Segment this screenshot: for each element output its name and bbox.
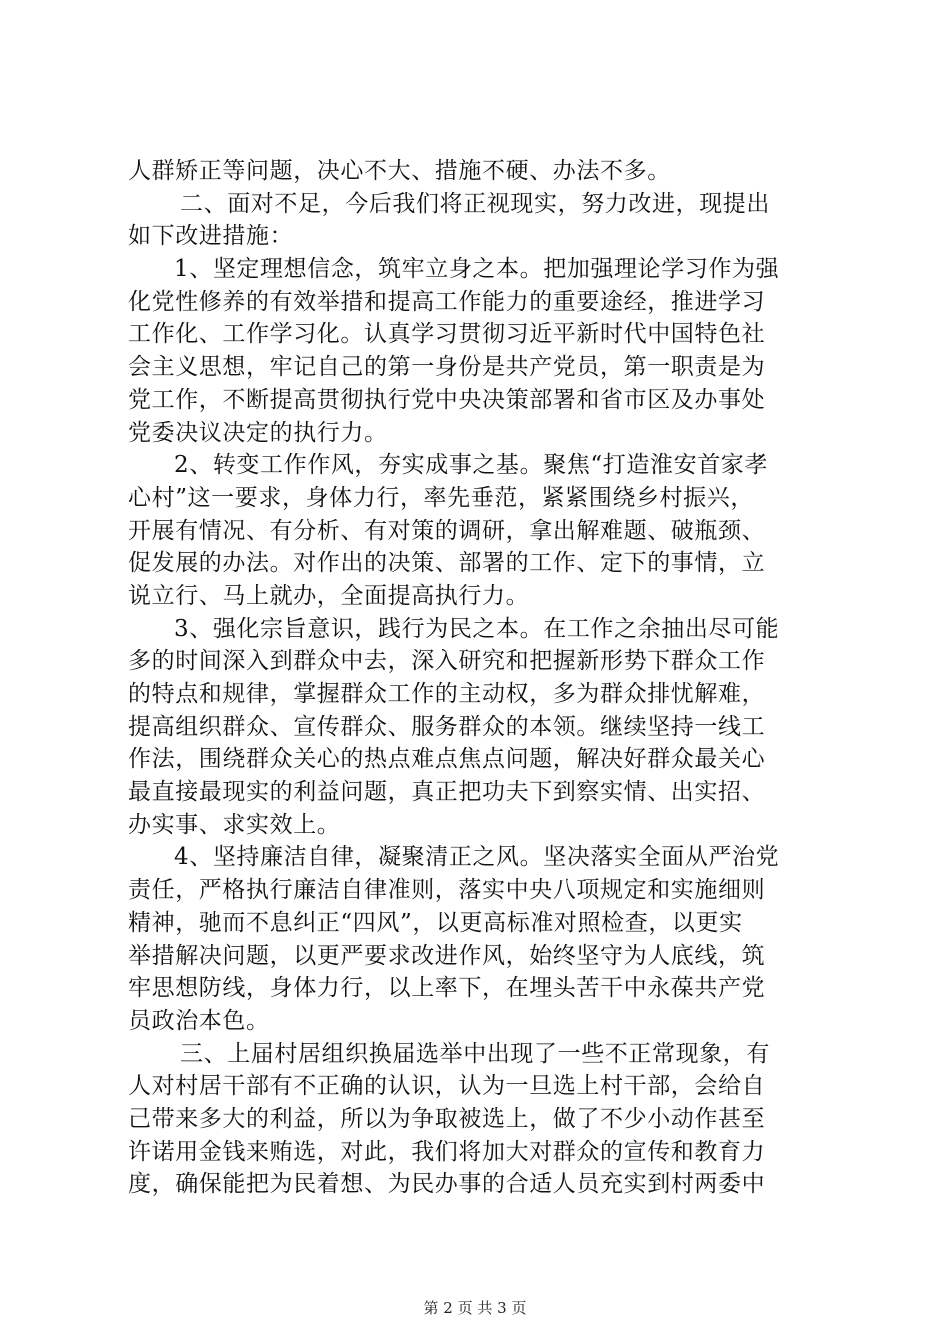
text-line: 说立行、马上就办，全面提高执行力。 (128, 582, 530, 609)
text-line: 心村”这一要求，身体力行，率先垂范，紧紧围绕乡村振兴， (128, 484, 754, 511)
text-line: 度，确保能把为民着想、为民办事的合适人员充实到村两委中 (128, 1171, 766, 1198)
text-line: 举措解决问题，以更严要求改进作风，始终坚守为人底线，筑 (128, 942, 766, 969)
text-line: 二、面对不足，今后我们将正视现实，努力改进，现提出 (180, 190, 770, 217)
text-line: 牢思想防线，身体力行，以上率下，在埋头苦干中永葆共产党 (128, 975, 766, 1002)
text-line: 最直接最现实的利益问题，真正把功夫下到察实情、出实招、 (128, 779, 766, 806)
text-line: 的特点和规律，掌握群众工作的主动权，多为群众排忧解难， (128, 681, 766, 707)
text-line: 4、坚持廉洁自律，凝聚清正之风。坚决落实全面从严治党 (174, 844, 780, 871)
text-line: 化党性修养的有效举措和提高工作能力的重要途经，推进学习 (128, 288, 766, 315)
text-line: 多的时间深入到群众中去，深入研究和把握新形势下群众工作 (128, 648, 766, 675)
text-line: 人对村居干部有不正确的认识，认为一旦选上村干部，会给自 (128, 1073, 766, 1100)
text-line: 人群矫正等问题，决心不大、措施不硬、办法不多。 (128, 158, 671, 184)
text-line: 办实事、求实效上。 (128, 811, 341, 838)
text-line: 提高组织群众、宣传群众、服务群众的本领。继续坚持一线工 (128, 713, 766, 740)
text-line: 会主义思想，牢记自己的第一身份是共产党员，第一职责是为 (128, 354, 766, 381)
text-line: 如下改进措施： (128, 223, 294, 250)
text-line: 工作化、工作学习化。认真学习贯彻习近平新时代中国特色社 (128, 321, 766, 348)
text-line: 许诺用金钱来贿选，对此，我们将加大对群众的宣传和教育力 (128, 1138, 766, 1165)
text-line: 开展有情况、有分析、有对策的调研，拿出解难题、破瓶颈、 (128, 517, 766, 544)
text-line: 责任，严格执行廉洁自律准则，落实中央八项规定和实施细则 (128, 877, 766, 904)
text-line: 作法，围绕群众关心的热点难点焦点问题，解决好群众最关心 (128, 746, 766, 773)
text-line: 员政治本色。 (128, 1007, 270, 1034)
text-line: 精神，驰而不息纠正“四风”，以更高标准对照检查，以更实 (128, 909, 743, 936)
text-line: 己带来多大的利益，所以为争取被选上，做了不少小动作甚至 (128, 1105, 766, 1132)
text-line: 3、强化宗旨意识，践行为民之本。在工作之余抽出尽可能 (174, 615, 780, 642)
text-line: 党委决议决定的执行力。 (128, 419, 388, 446)
document-body (128, 155, 838, 1201)
text-line: 促发展的办法。对作出的决策、部署的工作、定下的事情，立 (128, 550, 766, 577)
page-footer: 第 2 页 共 3 页 (423, 1299, 527, 1317)
text-line: 1、坚定理想信念，筑牢立身之本。把加强理论学习作为强 (174, 256, 780, 283)
text-line: 2、转变工作作风，夯实成事之基。聚焦“打造淮安首家孝 (174, 452, 768, 479)
text-line: 三、上届村居组织换届选举中出现了一些不正常现象，有 (180, 1040, 770, 1067)
text-line: 党工作，不断提高贯彻执行党中央决策部署和省市区及办事处 (128, 386, 766, 413)
